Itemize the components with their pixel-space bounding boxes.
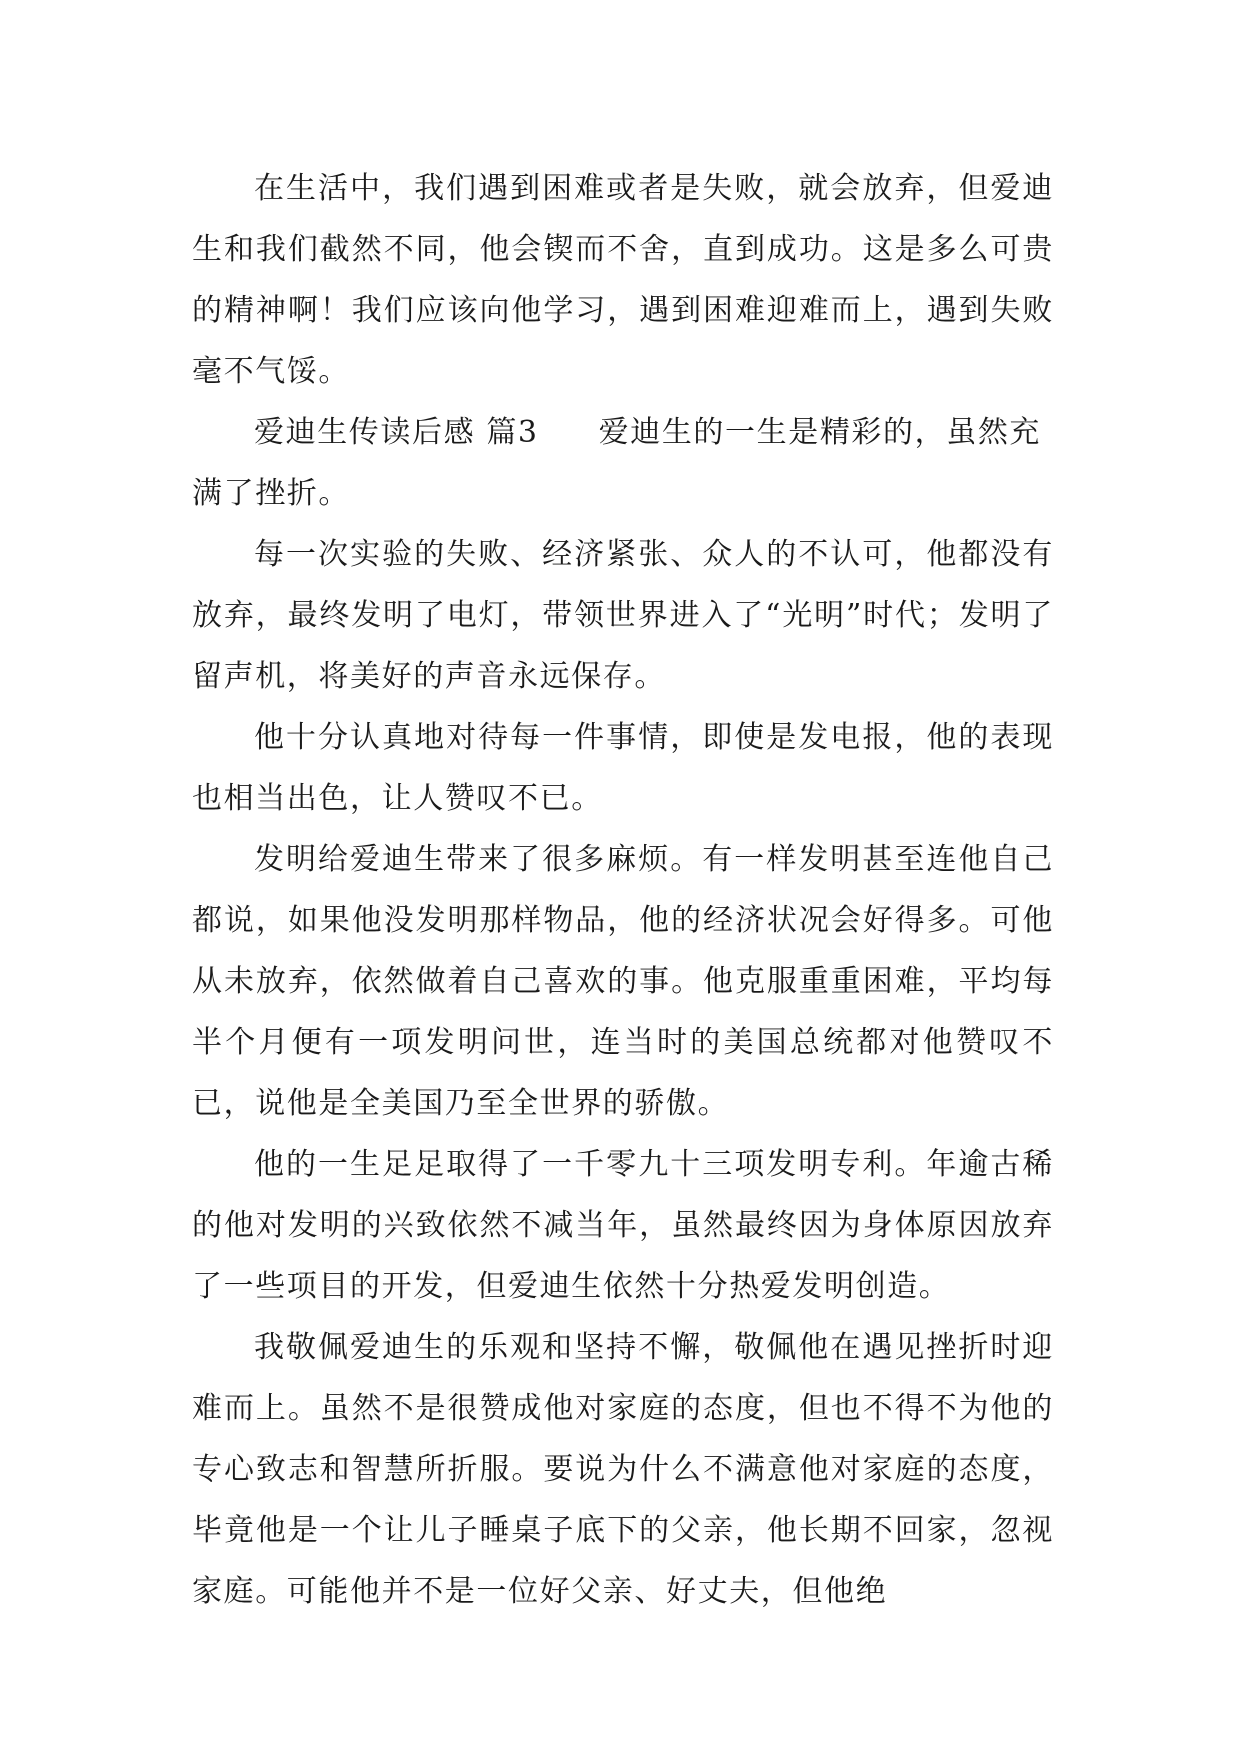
- paragraph-2-start: 爱迪生的一生是精彩的，虽然充满了挫折。: [192, 415, 1042, 511]
- document-body: [192, 158, 1054, 1622]
- paragraph-3: 每一次实验的失败、经济紧张、众人的不认可，他都没有放弃，最终发明了电灯，带领世界进入了“光明”时代；发明了留声机，将美好的声音永远保存。: [192, 537, 1054, 694]
- paragraph-5: 发明给爱迪生带来了很多麻烦。有一样发明甚至连他自己都说，如果他没发明那样物品，他的经济状况会好得多。可他从未放弃，依然做着自己喜欢的事。他克服重重困难，平均每半个月便有一项发明问世，连当时的美国总统都对他赞叹不已，说他是全美国乃至全世界的骄傲。: [192, 842, 1054, 1121]
- section-heading: 爱迪生传读后感 篇3: [254, 415, 539, 450]
- paragraph-4: 他十分认真地对待每一件事情，即使是发电报，他的表现也相当出色，让人赞叹不已。: [192, 720, 1054, 816]
- paragraph-7: 我敬佩爱迪生的乐观和坚持不懈，敬佩他在遇见挫折时迎难而上。虽然不是很赞成他对家庭的态度，但也不得不为他的专心致志和智慧所折服。要说为什么不满意他对家庭的态度，毕竟他是一个让儿子睡桌子底下的父亲，他长期不回家，忽视家庭。可能他并不是一位好父亲、好丈夫，但他绝: [192, 1330, 1054, 1609]
- paragraph-1: 在生活中，我们遇到困难或者是失败，就会放弃，但爱迪生和我们截然不同，他会锲而不舍，直到成功。这是多么可贵的精神啊！我们应该向他学习，遇到困难迎难而上，遇到失败毫不气馁。: [192, 171, 1054, 389]
- section-heading-line: [192, 402, 1054, 524]
- paragraph-6: 他的一生足足取得了一千零九十三项发明专利。年逾古稀的他对发明的兴致依然不减当年，虽然最终因为身体原因放弃了一些项目的开发，但爱迪生依然十分热爱发明创造。: [192, 1147, 1054, 1304]
